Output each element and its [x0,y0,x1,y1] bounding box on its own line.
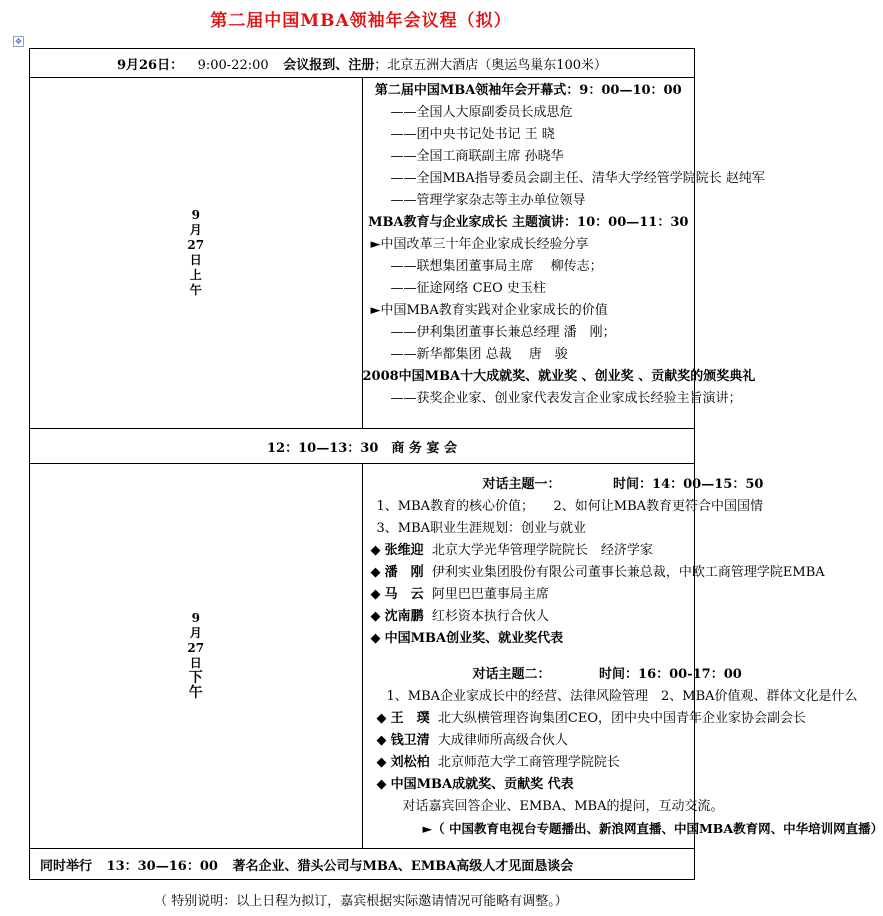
page-title: 第二届中国MBA领袖年会议程（拟） [210,11,512,31]
dialog-2-guest: ◆ 中国MBA成就奖、贡献奖 代表 [376,777,574,792]
dialog-2-topics: 1、MBA企业家成长中的经营、法律风险管理 2、MBA价值观、群体文化是什么 [386,689,858,704]
registration-event: 会议报到、注册 [283,57,375,73]
dialog-2-title: 对话主题二： [472,667,551,682]
opening-speaker: ——全国人大原副委员长成思危 [390,105,573,120]
opening-speaker: ——全国MBA指导委员会副主任、清华大学经管学院院长 赵纯军 [390,171,765,186]
parallel-time: 13：30—16：00 [106,858,218,874]
dialog-1-title: 对话主题一： [482,477,561,492]
dialog-1-guest: ◆ 马 云 阿里巴巴董事局主席 [370,587,549,602]
topic-1-speaker: ——联想集团董事局主席 柳传志； [390,259,603,274]
diamond-icon: ◆ [370,587,381,602]
afternoon-row [30,464,695,849]
topic-2-speaker: ——新华都集团 总裁 唐 骏 [390,347,568,362]
dialog-1-guest: ◆ 中国MBA创业奖、就业奖代表 [370,631,564,646]
qa-text: 对话嘉宾回答企业、EMBA、MBA的提问，互动交流。 [402,799,724,814]
dialog-2-guest: ◆ 刘松柏 北京师范大学工商管理学院院长 [376,755,620,770]
dialog-1-guest: ◆ 潘 刚 伊利实业集团股份有限公司董事长兼总裁，中欧工商管理学院EMBA [370,565,825,580]
special-note: （ 特别说明：以上日程为拟订，嘉宾根据实际邀请情况可能略有调整。） [154,894,568,909]
registration-time: 9:00-22:00 [197,57,269,73]
dialog-2-guest: ◆ 钱卫清 大成律师所高级合伙人 [376,733,568,748]
opening-title: 第二届中国MBA领袖年会开幕式：9：00—10：00 [374,83,682,98]
agenda-table [29,48,883,880]
award-title: 2008中国MBA十大成就奖、就业奖 、创业奖 、贡献奖的颁奖典礼 [362,369,756,384]
broadcast-text: ►（ 中国教育电视台专题播出、新浪网直播、中国MBA教育网、中华培训网直播） [422,821,883,836]
morning-content [362,78,765,429]
diamond-icon: ◆ [370,609,381,624]
registration-venue: ；北京五洲大酒店（奥运鸟巢东100米） [374,57,608,73]
topic-2-speaker: ——伊利集团董事长兼总经理 潘 刚； [390,325,616,340]
parallel-event: 著名企业、猎头公司与MBA、EMBA高级人才见面恳谈会 [232,858,574,874]
award-speaker: ——获奖企业家、创业家代表发言企业家成长经验主旨演讲； [390,391,742,406]
diamond-icon: ◆ [376,755,387,770]
dialog-1-guest: ◆ 沈南鹏 红杉资本执行合伙人 [370,609,549,624]
dialog-1-topic: 3、MBA职业生涯规划：创业与就业 [376,521,587,536]
afternoon-date-label: 9 月 27 日 下 午 [30,464,363,849]
table-move-handle-icon[interactable]: ✥ [13,36,24,47]
morning-date-label: 9 月 27 日 上 午 [30,78,363,429]
diamond-icon: ◆ [370,631,381,646]
diamond-icon: ◆ [376,777,387,792]
topic-1-speaker: ——征途网络 CEO 史玉柱 [390,281,546,296]
morning-row [30,78,695,429]
dialog-2-time: 时间：16：00-17：00 [599,667,742,682]
diamond-icon: ◆ [370,565,381,580]
dialog-2-guest: ◆ 王 璞 北大纵横管理咨询集团CEO，团中央中国青年企业家协会副会长 [376,711,807,726]
speech-title: MBA教育与企业家成长 主题演讲：10：00—11：30 [368,215,689,230]
diamond-icon: ◆ [376,711,387,726]
opening-speaker: ——管理学家杂志等主办单位领导 [390,193,586,208]
registration-date: 9月26日： [116,57,184,73]
topic-1: ►中国改革三十年企业家成长经验分享 [370,237,589,252]
dialog-1-topic: 1、MBA教育的核心价值； 2、如何让MBA教育更符合中国国情 [376,499,764,514]
diamond-icon: ◆ [376,733,387,748]
diamond-icon: ◆ [370,543,381,558]
registration-row [30,49,695,78]
lunch-row [30,429,695,464]
parallel-row [30,849,695,880]
dialog-1-guest: ◆ 张维迎 北京大学光华管理学院院长 经济学家 [370,543,653,558]
afternoon-content [362,464,883,849]
dialog-1-time: 时间：14：00—15：50 [613,477,764,492]
opening-speaker: ——全国工商联副主席 孙晓华 [390,149,564,164]
lunch-text: 12：10—13：30 商 务 宴 会 [267,440,457,456]
parallel-label: 同时举行 [40,858,93,874]
opening-speaker: ——团中央书记处书记 王 晓 [390,127,555,142]
topic-2: ►中国MBA教育实践对企业家成长的价值 [370,303,608,318]
